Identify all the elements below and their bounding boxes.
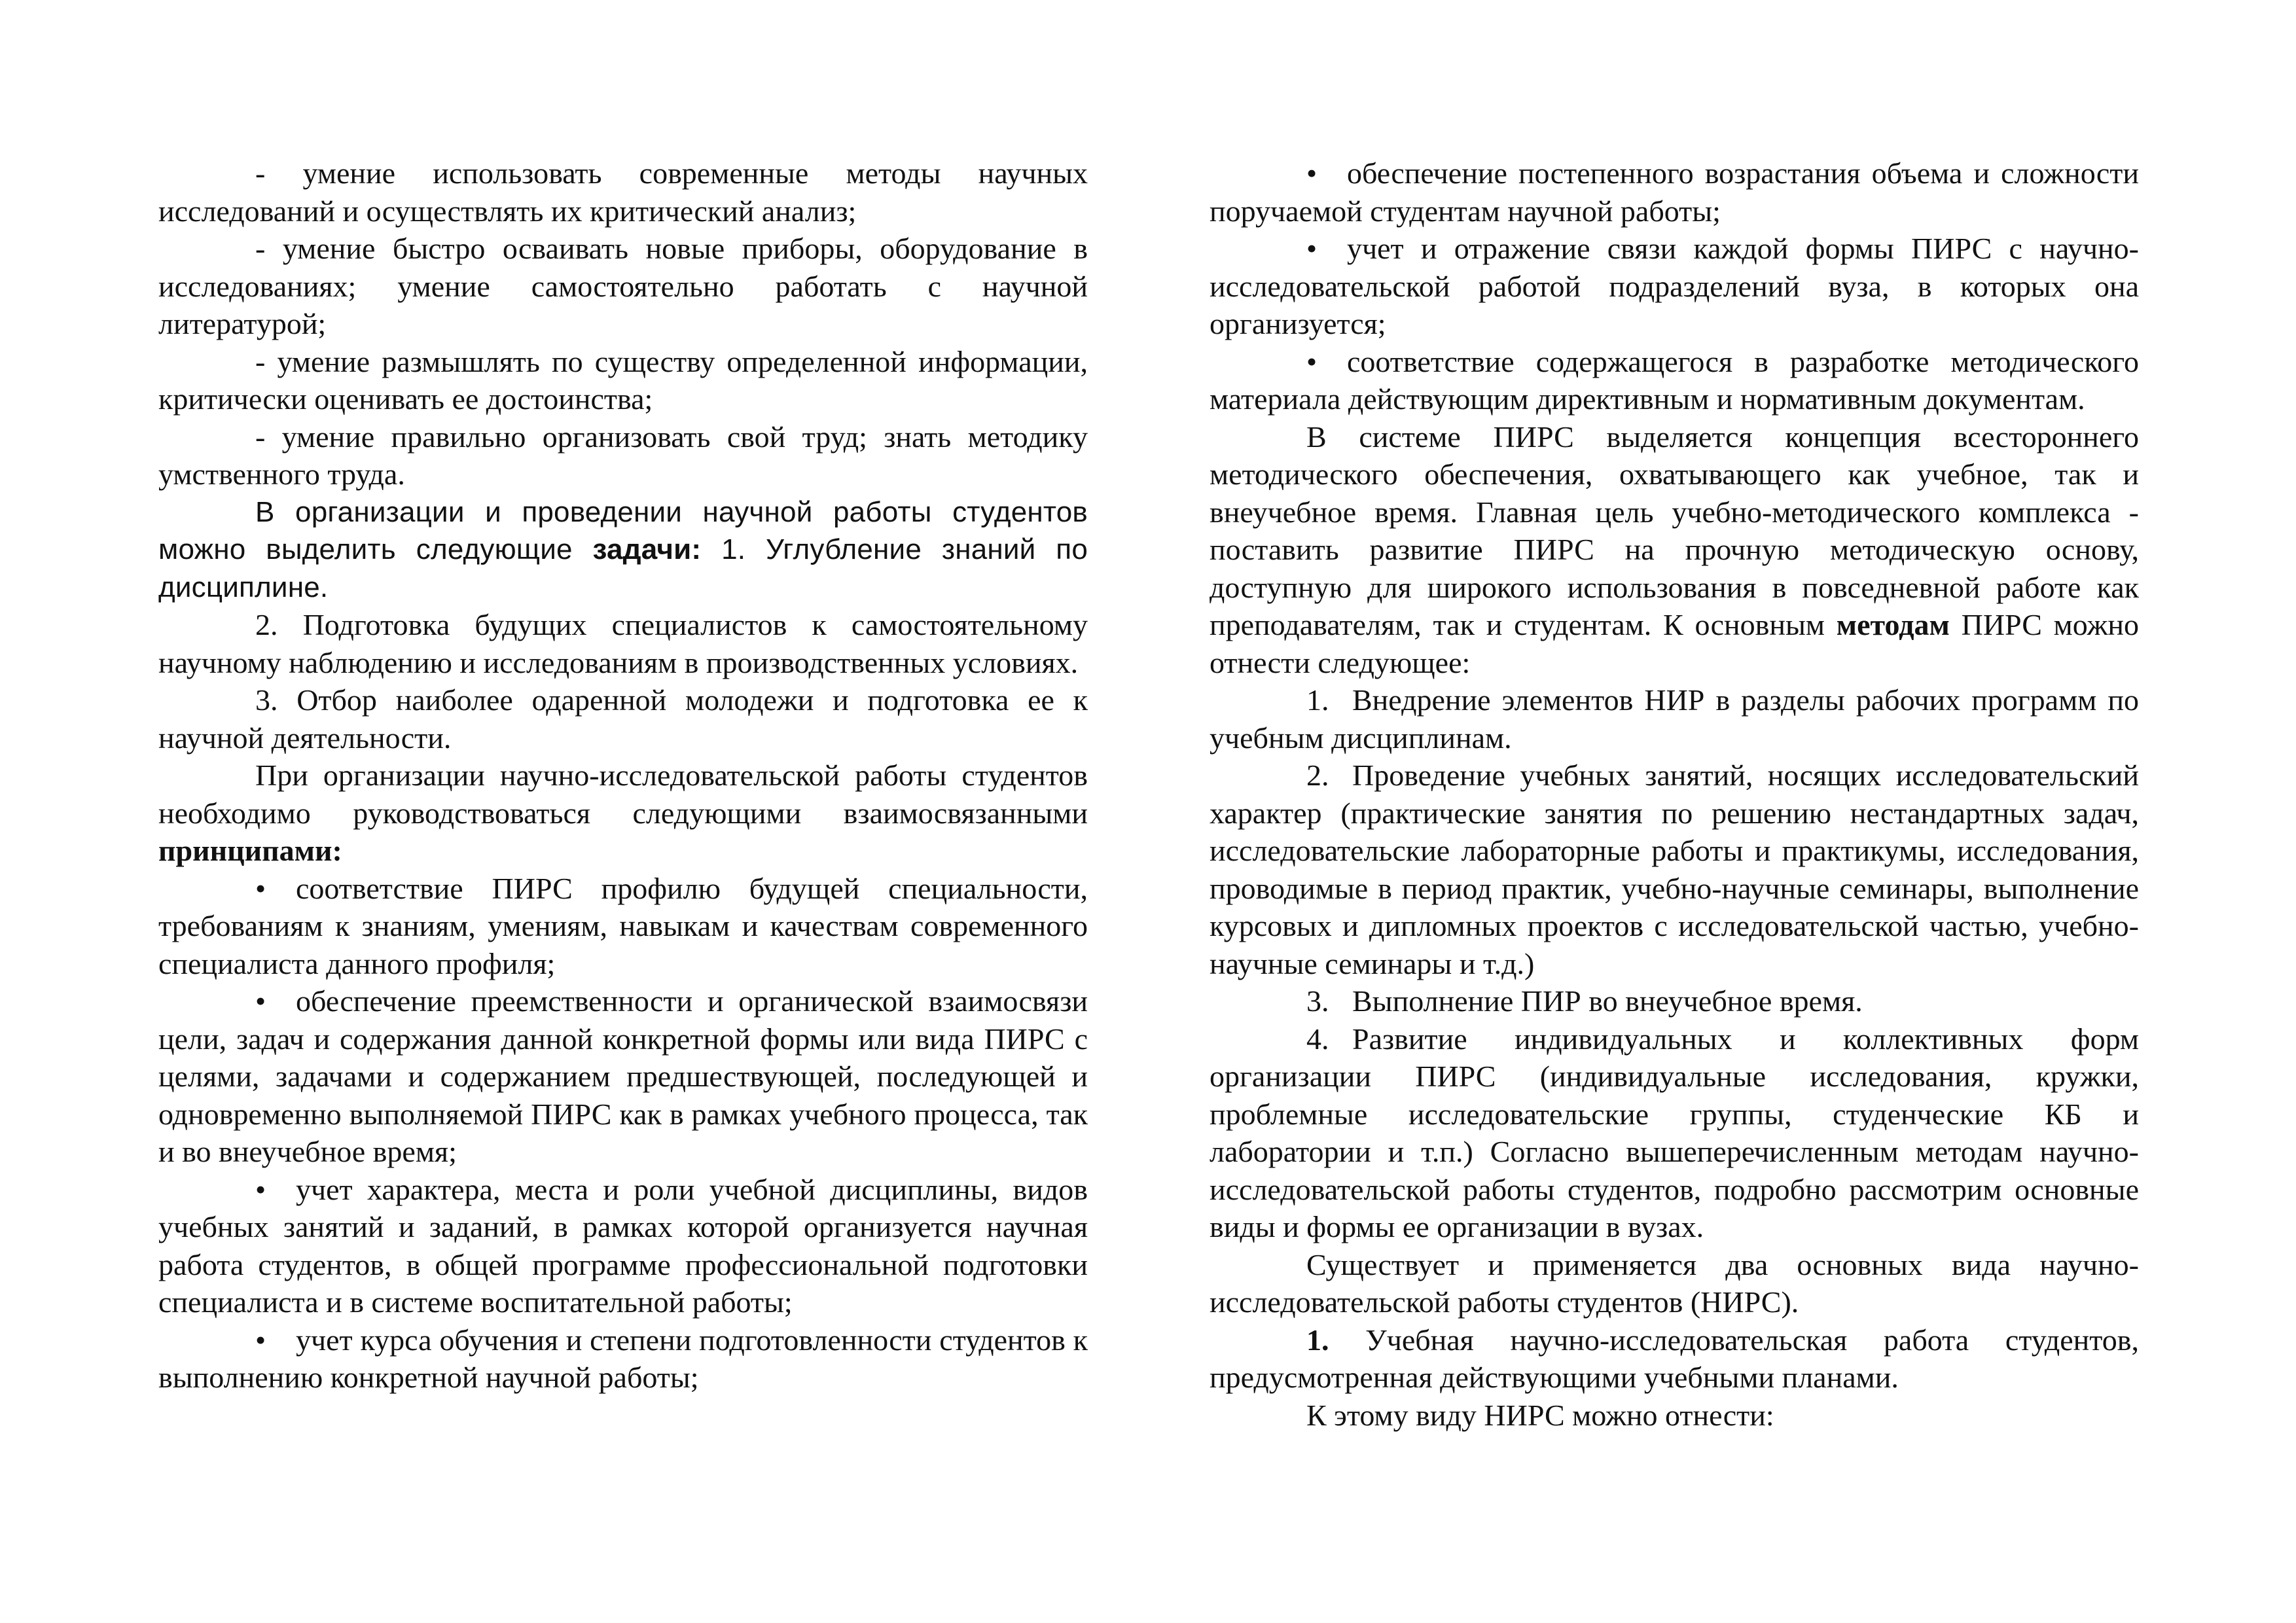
method-number: 1. [1306, 683, 1329, 717]
bullet-text: обеспечение преемственности и органической взаимосвязи цели, задач и содержания данной конкретной формы или вида ПИРС с целями, задачами и содержанием предшествующей, последующей и одновременно выполняемой ПИРС как в рамках учебного процесса, так и во внеучебное время; [158, 984, 1088, 1168]
bullet-text: учет курса обучения и степени подготовленности студентов к выполнению конкретной научной работы; [158, 1323, 1088, 1394]
paragraph-new-devices: - умение быстро осваивать новые приборы, оборудование в исследованиях; умение самостоятельно работать с научной литературой; [158, 232, 1088, 340]
bullet-item-7 [1210, 343, 2139, 418]
tasks-keyword: задачи: [592, 533, 702, 565]
method-item-2 [1210, 757, 2139, 982]
paragraph-research-methods: - умение использовать современные методы научных исследований и осуществлять их критический анализ; [158, 156, 1088, 228]
methods-keyword: методам [1836, 608, 1950, 641]
principles-keyword: принципами: [158, 834, 342, 867]
paragraph-principles [158, 757, 1088, 870]
method-item-1 [1210, 681, 2139, 757]
bullet-item-2 [158, 982, 1088, 1171]
bullet-text: соответствие содержащегося в разработке методического материала действующим директивным и нормативным документам. [1210, 344, 2139, 416]
bullet-item-3 [158, 1171, 1088, 1321]
bullet-text: учет и отражение связи каждой формы ПИРС с научно-исследовательской работой подразделений вуза, в которых она организуется; [1210, 232, 2139, 340]
method-number: 4. [1306, 1022, 1329, 1056]
tasks-intro: В организации и проведении научной работы студентов можно выделить следующие [158, 495, 1088, 565]
method-text: Выполнение ПИР во внеучебное время. [1352, 984, 1863, 1018]
type-text: Учебная научно-исследовательская работа студентов, предусмотренная действующими учебными планами. [1210, 1323, 2139, 1394]
paragraph-task-3: 3. Отбор наиболее одаренной молодежи и подготовка ее к научной деятельности. [158, 683, 1088, 755]
method-item-3 [1210, 982, 2139, 1020]
paragraph-research-types: Существует и применяется два основных вида научно-исследовательской работы студентов (НИРС). [1210, 1247, 2139, 1319]
method-number: 2. [1306, 758, 1329, 792]
method-text: Развитие индивидуальных и коллективных форм организации ПИРС (индивидуальные исследования, кружки, проблемные исследовательские группы, студенческие КБ и лаборатории и т.п.) Согласно вышеперечисленным методам научно-исследовательской работы студентов, подробно рассмотрим основные виды и формы ее организации в вузах. [1210, 1022, 2139, 1243]
method-text: Проведение учебных занятий, носящих исследовательский характер (практические занятия по решению нестандартных задач, исследовательские лабораторные работы и практикумы, исследования, проводимые в период практик, учебно-научные семинары, выполнение курсовых и дипломных проектов с исследовательской частью, учебно-научные семинары и т.д.) [1210, 758, 2139, 980]
type-number: 1. [1306, 1323, 1329, 1357]
bullet-icon: • [1306, 344, 1318, 378]
bullet-text: обеспечение постепенного возрастания объема и сложности поручаемой студентам научной работы; [1210, 156, 2139, 228]
bullet-icon: • [255, 1323, 266, 1357]
bullet-text: соответствие ПИРС профилю будущей специальности, требованиям к знаниям, умениям, навыкам и качествам современного специалиста данного профиля; [158, 871, 1088, 980]
paragraph-type-1 [1210, 1321, 2139, 1397]
bullet-icon: • [255, 871, 266, 905]
paragraph-tasks [158, 493, 1088, 607]
bullet-text: учет характера, места и роли учебной дисциплины, видов учебных занятий и заданий, в рамках которой организуется научная работа студентов, в общей программе профессиональной подготовки специалиста и в системе воспитательной работы; [158, 1172, 1088, 1319]
paragraph-reflect-information: - умение размышлять по существу определенной информации, критически оценивать ее достоинства; [158, 344, 1088, 416]
right-column [1210, 154, 2139, 1434]
paragraph-organize-work: - умение правильно организовать свой труд; знать методику умственного труда. [158, 419, 1088, 491]
paragraph-task-2: 2. Подготовка будущих специалистов к самостоятельному научному наблюдению и исследованиям в производственных условиях. [158, 608, 1088, 679]
paragraph-concept [1210, 418, 2139, 682]
bullet-icon: • [255, 984, 266, 1018]
bullet-icon: • [255, 1172, 266, 1206]
principles-intro: При организации научно-исследовательской работы студентов необходимо руководствоваться следующими взаимосвязанными [158, 758, 1088, 830]
bullet-item-5 [1210, 154, 2139, 230]
bullet-item-4 [158, 1321, 1088, 1397]
method-item-4 [1210, 1020, 2139, 1246]
bullet-item-6 [1210, 230, 2139, 343]
method-number: 3. [1306, 984, 1329, 1018]
paragraph-closing: К этому виду НИРС можно отнести: [1306, 1398, 1774, 1432]
bullet-item-1 [158, 870, 1088, 983]
left-column [158, 154, 1088, 1397]
bullet-icon: • [1306, 156, 1318, 190]
method-text: Внедрение элементов НИР в разделы рабочих программ по учебным дисциплинам. [1210, 683, 2139, 755]
concept-tail: ПИРС можно отнести следующее: [1210, 608, 2140, 679]
concept-text: В системе ПИРС выделяется концепция всестороннего методического обеспечения, охватывающего как учебное, так и внеучебное время. Главная цель учебно-методического комплекса - поставить развитие ПИРС на прочную методическую основу, доступную для широкого использования в повседневной работе как преподавателям, так и студентам. К основным [1210, 419, 2139, 641]
bullet-icon: • [1306, 232, 1318, 265]
task-1: 1. Углубление знаний по дисциплине. [158, 533, 1088, 603]
